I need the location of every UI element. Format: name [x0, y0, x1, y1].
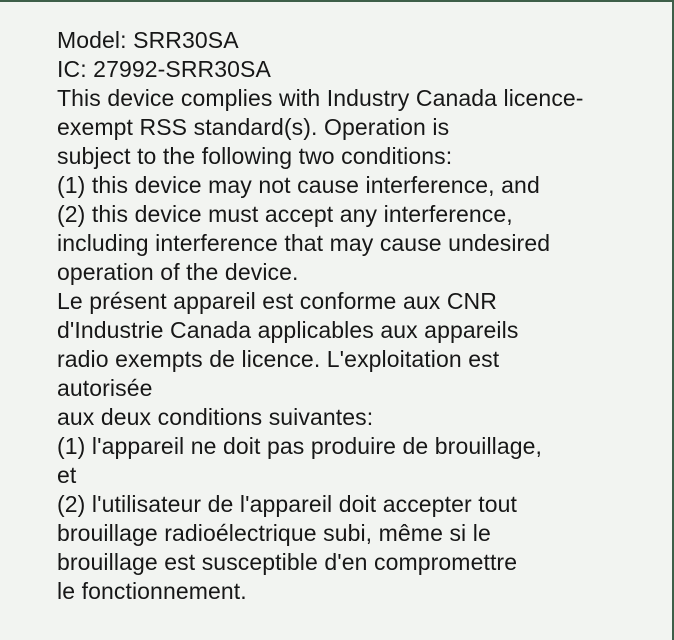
text-line: Le présent appareil est conforme aux CNR — [57, 288, 497, 314]
text-line: subject to the following two conditions: — [57, 143, 453, 169]
text-line: radio exempts de licence. L'exploitation est — [57, 346, 500, 372]
compliance-notice — [57, 26, 636, 606]
text-line: aux deux conditions suivantes: — [57, 404, 374, 430]
text-line: (1) l'appareil ne doit pas produire de brouillage, — [57, 433, 543, 459]
text-line-ic: IC: 27992-SRR30SA — [57, 56, 271, 82]
text-line: This device complies with Industry Canada licence- — [57, 85, 584, 111]
text-line: brouillage est susceptible d'en compromettre — [57, 549, 518, 575]
text-line: le fonctionnement. — [57, 578, 247, 604]
text-line: including interference that may cause undesired — [57, 230, 551, 256]
text-line: brouillage radioélectrique subi, même si le — [57, 520, 491, 546]
text-line: operation of the device. — [57, 259, 299, 285]
text-line-model: Model: SRR30SA — [57, 27, 239, 53]
text-line: exempt RSS standard(s). Operation is — [57, 114, 450, 140]
text-line: d'Industrie Canada applicables aux appareils — [57, 317, 519, 343]
text-line: autorisée — [57, 375, 153, 401]
text-line: (2) this device must accept any interference, — [57, 201, 513, 227]
text-line: (2) l'utilisateur de l'appareil doit accepter tout — [57, 491, 517, 517]
text-line: et — [57, 462, 77, 488]
text-line: (1) this device may not cause interference, and — [57, 172, 540, 198]
